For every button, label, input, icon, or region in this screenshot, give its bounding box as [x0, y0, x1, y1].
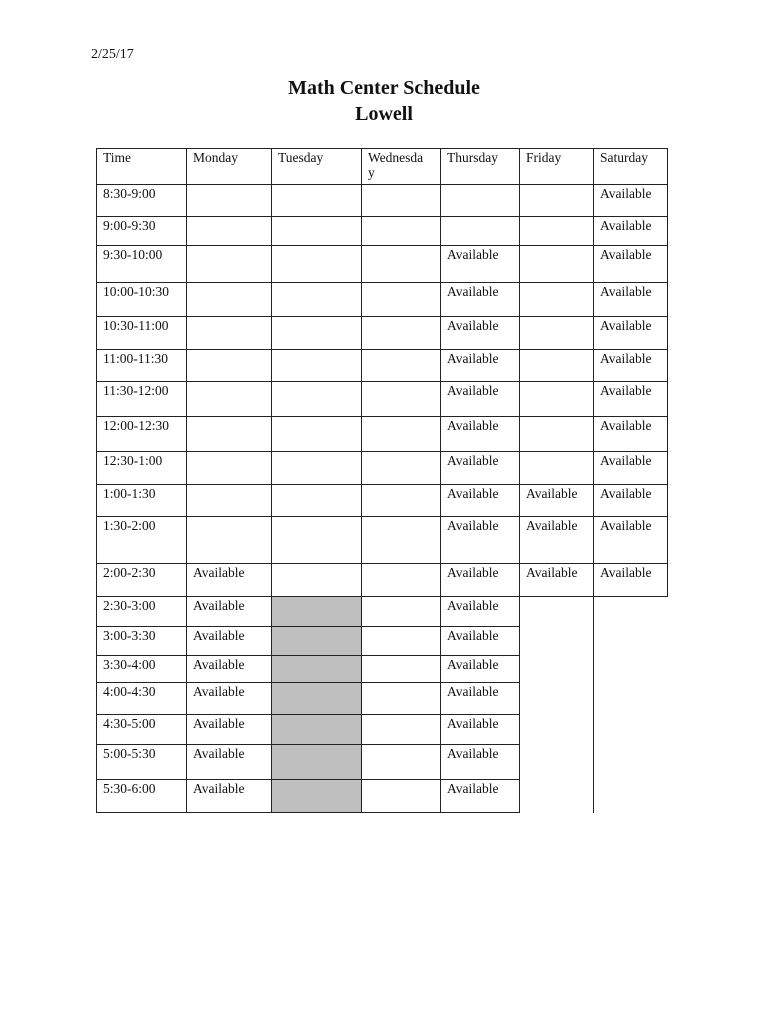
availability-cell: Available: [447, 486, 499, 501]
availability-cell: [271, 416, 361, 451]
availability-cell: Available: [193, 746, 245, 761]
grid-line: [96, 516, 668, 517]
availability-cell: [271, 563, 361, 596]
availability-cell: Available: [447, 453, 499, 468]
availability-cell: Available: [600, 453, 652, 468]
time-slot-cell: 3:00-3:30: [103, 628, 156, 643]
availability-cell: [440, 216, 519, 245]
grid-line: [96, 316, 668, 317]
availability-cell: [361, 682, 440, 714]
grid-line: [440, 148, 441, 813]
availability-cell: Available: [447, 716, 499, 731]
time-slot-cell: 4:00-4:30: [103, 684, 156, 699]
time-slot-cell: 11:00-11:30: [103, 351, 168, 366]
availability-cell: Available: [447, 284, 499, 299]
grid-line: [96, 381, 668, 382]
availability-cell: [271, 779, 361, 812]
availability-cell: Available: [447, 598, 499, 613]
availability-cell: Available: [193, 565, 245, 580]
availability-cell: [361, 563, 440, 596]
availability-cell: [361, 516, 440, 563]
availability-cell: Available: [193, 657, 245, 672]
availability-cell: [271, 516, 361, 563]
grid-line: [186, 148, 187, 813]
availability-cell: Available: [447, 628, 499, 643]
time-slot-cell: 2:00-2:30: [103, 565, 156, 580]
time-slot-cell: 2:30-3:00: [103, 598, 156, 613]
availability-cell: Available: [447, 746, 499, 761]
availability-cell: Available: [600, 383, 652, 398]
column-header: Wednesda y: [368, 150, 424, 180]
availability-cell: Available: [447, 781, 499, 796]
availability-cell: Available: [600, 186, 652, 201]
column-header: Thursday: [447, 150, 498, 165]
grid-line: [96, 812, 520, 813]
availability-cell: [271, 216, 361, 245]
availability-cell: Available: [600, 418, 652, 433]
availability-cell: Available: [447, 318, 499, 333]
availability-cell: Available: [447, 565, 499, 580]
availability-cell: Available: [193, 684, 245, 699]
time-slot-cell: 12:00-12:30: [103, 418, 169, 433]
availability-cell: [519, 381, 593, 416]
availability-cell: [271, 349, 361, 381]
availability-cell: Available: [600, 486, 652, 501]
availability-cell: [186, 451, 271, 484]
availability-cell: [361, 245, 440, 282]
grid-line: [96, 282, 668, 283]
availability-cell: Available: [600, 518, 652, 533]
availability-cell: Available: [447, 351, 499, 366]
grid-line: [96, 563, 668, 564]
time-slot-cell: 5:30-6:00: [103, 781, 156, 796]
availability-cell: [271, 245, 361, 282]
column-header: Tuesday: [278, 150, 324, 165]
availability-cell: [361, 779, 440, 812]
grid-line: [96, 655, 520, 656]
time-slot-cell: 3:30-4:00: [103, 657, 156, 672]
availability-cell: [186, 184, 271, 216]
availability-cell: [361, 216, 440, 245]
availability-cell: [271, 714, 361, 744]
grid-line: [96, 148, 668, 149]
availability-cell: [519, 451, 593, 484]
availability-cell: [361, 484, 440, 516]
availability-cell: Available: [600, 351, 652, 366]
page-subtitle: Lowell: [355, 103, 413, 125]
availability-cell: Available: [447, 383, 499, 398]
availability-cell: Available: [193, 628, 245, 643]
availability-cell: [186, 416, 271, 451]
time-slot-cell: 4:30-5:00: [103, 716, 156, 731]
availability-cell: [361, 282, 440, 316]
grid-line: [96, 451, 668, 452]
availability-cell: [361, 349, 440, 381]
availability-cell: [361, 316, 440, 349]
grid-line: [96, 596, 668, 597]
grid-line: [667, 148, 668, 597]
availability-cell: [186, 316, 271, 349]
column-header: Monday: [193, 150, 238, 165]
column-header: Friday: [526, 150, 562, 165]
time-slot-cell: 10:30-11:00: [103, 318, 169, 333]
grid-line: [96, 779, 520, 780]
availability-cell: [361, 184, 440, 216]
availability-cell: Available: [447, 684, 499, 699]
availability-cell: [519, 184, 593, 216]
grid-line: [96, 184, 668, 185]
column-header: Saturday: [600, 150, 648, 165]
availability-cell: [271, 381, 361, 416]
availability-cell: Available: [193, 781, 245, 796]
availability-cell: Available: [447, 518, 499, 533]
availability-cell: [361, 655, 440, 682]
availability-cell: [519, 416, 593, 451]
availability-cell: [519, 282, 593, 316]
grid-line: [96, 349, 668, 350]
document-date: 2/25/17: [91, 47, 134, 62]
availability-cell: [361, 381, 440, 416]
time-slot-cell: 12:30-1:00: [103, 453, 163, 468]
page-title: Math Center Schedule: [288, 77, 480, 99]
availability-cell: [271, 484, 361, 516]
availability-cell: [186, 484, 271, 516]
availability-cell: [271, 316, 361, 349]
time-slot-cell: 8:30-9:00: [103, 186, 156, 201]
availability-cell: [186, 381, 271, 416]
grid-line: [361, 148, 362, 813]
time-slot-cell: 1:30-2:00: [103, 518, 156, 533]
availability-cell: [186, 516, 271, 563]
availability-cell: Available: [600, 284, 652, 299]
availability-cell: [271, 282, 361, 316]
availability-cell: [519, 316, 593, 349]
availability-cell: [519, 245, 593, 282]
column-header: Time: [103, 150, 132, 165]
availability-cell: Available: [193, 598, 245, 613]
availability-cell: [361, 451, 440, 484]
grid-line: [96, 714, 520, 715]
time-slot-cell: 5:00-5:30: [103, 746, 156, 761]
availability-cell: Available: [447, 657, 499, 672]
grid-line: [96, 416, 668, 417]
time-slot-cell: 9:30-10:00: [103, 247, 163, 262]
availability-cell: Available: [447, 418, 499, 433]
availability-cell: Available: [600, 318, 652, 333]
availability-cell: Available: [600, 218, 652, 233]
grid-line: [96, 245, 668, 246]
availability-cell: [186, 245, 271, 282]
availability-cell: [186, 282, 271, 316]
availability-cell: [271, 626, 361, 655]
grid-line: [96, 744, 520, 745]
grid-line: [96, 216, 668, 217]
availability-cell: [271, 655, 361, 682]
grid-line: [271, 148, 272, 813]
availability-cell: Available: [600, 565, 652, 580]
availability-cell: [361, 744, 440, 779]
availability-cell: [271, 744, 361, 779]
time-slot-cell: 1:00-1:30: [103, 486, 156, 501]
grid-line: [96, 484, 668, 485]
grid-line: [96, 682, 520, 683]
grid-line: [593, 148, 594, 813]
availability-cell: Available: [526, 565, 578, 580]
availability-cell: [519, 349, 593, 381]
availability-cell: [361, 596, 440, 626]
time-slot-cell: 11:30-12:00: [103, 383, 169, 398]
availability-cell: [271, 451, 361, 484]
availability-cell: Available: [526, 486, 578, 501]
availability-cell: [186, 349, 271, 381]
availability-cell: [186, 216, 271, 245]
availability-cell: [440, 184, 519, 216]
availability-cell: [361, 626, 440, 655]
availability-cell: [271, 596, 361, 626]
grid-line: [519, 148, 520, 813]
availability-cell: Available: [600, 247, 652, 262]
time-slot-cell: 10:00-10:30: [103, 284, 169, 299]
availability-cell: Available: [526, 518, 578, 533]
grid-line: [96, 148, 97, 813]
time-slot-cell: 9:00-9:30: [103, 218, 156, 233]
availability-cell: Available: [193, 716, 245, 731]
availability-cell: [361, 416, 440, 451]
availability-cell: [519, 216, 593, 245]
availability-cell: [361, 714, 440, 744]
availability-cell: [271, 184, 361, 216]
availability-cell: [271, 682, 361, 714]
availability-cell: Available: [447, 247, 499, 262]
grid-line: [96, 626, 520, 627]
